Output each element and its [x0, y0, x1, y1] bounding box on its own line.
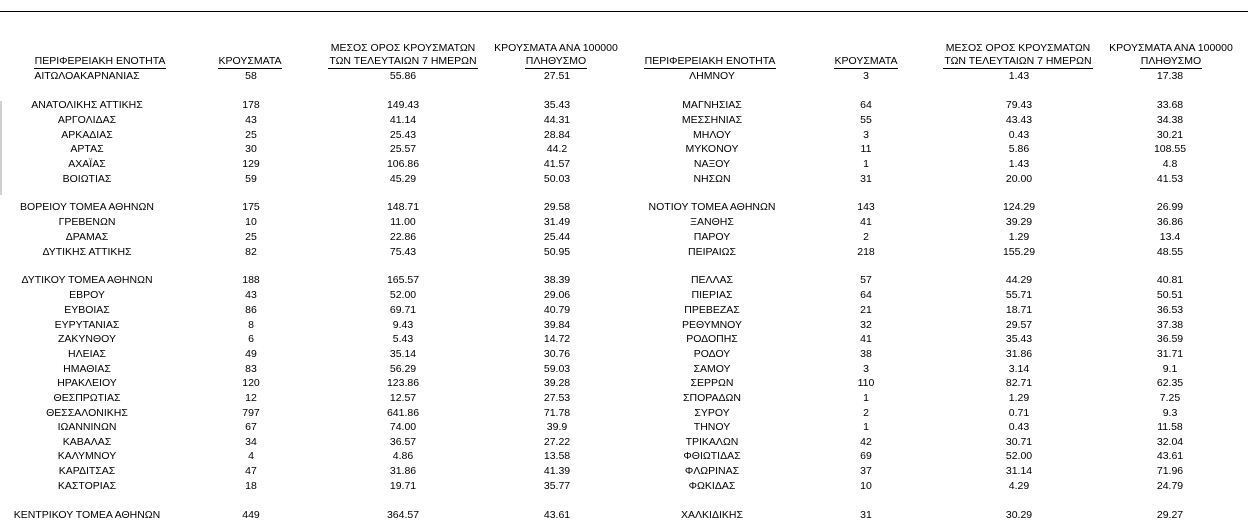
table-cell-left-per100k: 39.9 [546, 421, 568, 433]
table-cell-left-region: ΒΟΙΩΤΙΑΣ [62, 173, 112, 185]
table-cell-left-cases: 449 [242, 509, 260, 521]
table-cell-left-cases: 43 [245, 289, 257, 301]
table-cell-right-region: ΠΕΛΛΑΣ [690, 274, 734, 286]
table-cell-left-per100k: 44.2 [546, 143, 568, 155]
table-cell-left-region: ΑΝΑΤΟΛΙΚΗΣ ΑΤΤΙΚΗΣ [31, 99, 143, 111]
table-cell-left-avg7: 165.57 [386, 274, 420, 286]
table-cell-left-cases: 30 [245, 143, 257, 155]
table-cell-left-avg7: 52.00 [389, 289, 417, 301]
table-cell-right-cases: 31 [860, 173, 872, 185]
table-cell-right-region: ΠΙΕΡΙΑΣ [691, 289, 733, 301]
table-cell-left-region: ΑΡΚΑΔΙΑΣ [61, 129, 113, 141]
table-cell-left-avg7: 56.29 [389, 363, 417, 375]
table-cell-left-per100k: 27.22 [543, 436, 571, 448]
table-cell-left-per100k: 39.84 [543, 319, 571, 331]
table-cell-right-region: ΠΡΕΒΕΖΑΣ [684, 304, 740, 316]
table-cell-right-region: ΣΑΜΟΥ [693, 363, 731, 375]
table-cell-right-cases: 41 [860, 216, 872, 228]
table-cell-right-cases: 3 [863, 70, 869, 82]
table-cell-left-per100k: 50.03 [543, 173, 571, 185]
table-cell-left-cases: 67 [245, 421, 257, 433]
table-cell-right-avg7: 18.71 [1005, 304, 1033, 316]
table-cell-left-per100k: 50.95 [543, 246, 571, 258]
table-cell-right-per100k: 4.8 [1162, 158, 1178, 170]
table-cell-left-avg7: 106.86 [386, 158, 420, 170]
table-cell-right-per100k: 36.53 [1156, 304, 1184, 316]
table-cell-left-region: ΘΕΣΣΑΛΟΝΙΚΗΣ [46, 407, 128, 419]
table-cell-left-region: ΗΡΑΚΛΕΙΟΥ [57, 377, 117, 389]
table-cell-left-cases: 10 [245, 216, 257, 228]
table-cell-right-avg7: 1.29 [1008, 231, 1030, 243]
table-cell-right-cases: 2 [863, 231, 869, 243]
table-cell-right-avg7: 124.29 [1002, 201, 1036, 213]
table-cell-left-per100k: 40.79 [543, 304, 571, 316]
table-cell-left-cases: 82 [245, 246, 257, 258]
table-cell-left-avg7: 12.57 [389, 392, 417, 404]
table-cell-right-avg7: 39.29 [1005, 216, 1033, 228]
table-cell-right-avg7: 52.00 [1005, 450, 1033, 462]
table-cell-left-avg7: 149.43 [386, 99, 420, 111]
table-cell-right-per100k: 34.38 [1156, 114, 1184, 126]
table-cell-left-cases: 43 [245, 114, 257, 126]
table-cell-left-avg7: 4.86 [392, 450, 414, 462]
table-cell-right-cases: 143 [857, 201, 875, 213]
table-cell-right-cases: 3 [863, 129, 869, 141]
table-cell-left-avg7: 148.71 [386, 201, 420, 213]
table-cell-right-region: ΛΗΜΝΟΥ [689, 70, 735, 82]
table-cell-left-region: ΕΥΡΥΤΑΝΙΑΣ [54, 319, 120, 331]
table-cell-right-per100k: 31.71 [1156, 348, 1184, 360]
header-region-right [620, 41, 800, 69]
table-cell-left-per100k: 14.72 [543, 333, 571, 345]
table-cell-left-per100k: 41.39 [543, 465, 571, 477]
table-cell-left-per100k: 41.57 [543, 158, 571, 170]
table-cell-left-avg7: 641.86 [386, 407, 420, 419]
table-cell-right-per100k: 7.25 [1159, 392, 1181, 404]
table-cell-right-per100k: 9.3 [1162, 407, 1178, 419]
table-cell-right-cases: 110 [857, 377, 875, 389]
table-cell-left-region: ΑΡΓΟΛΙΔΑΣ [57, 114, 117, 126]
table-cell-left-per100k: 29.58 [543, 201, 571, 213]
table-cell-right-cases: 1 [863, 392, 869, 404]
table-cell-left-region: ΑΧΑΪΑΣ [68, 158, 106, 170]
table-cell-right-per100k: 40.81 [1156, 274, 1184, 286]
table-cell-left-cases: 86 [245, 304, 257, 316]
table-cell-right-per100k: 43.61 [1156, 450, 1184, 462]
table-cell-right-avg7: 1.43 [1008, 158, 1030, 170]
table-cell-left-cases: 175 [242, 201, 260, 213]
table-cell-right-per100k: 30.21 [1156, 129, 1184, 141]
table-cell-right-avg7: 31.86 [1005, 348, 1033, 360]
header-region-right-text: ΠΕΡΙΦΕΡΕΙΑΚΗ ΕΝΟΤΗΤΑ [644, 55, 776, 67]
table-cell-right-per100k: 36.86 [1156, 216, 1184, 228]
table-cell-left-per100k: 71.78 [543, 407, 571, 419]
table-cell-right-cases: 31 [860, 509, 872, 521]
table-cell-left-cases: 58 [245, 70, 257, 82]
table-cell-right-avg7: 79.43 [1005, 99, 1033, 111]
table-cell-right-avg7: 30.71 [1005, 436, 1033, 448]
table-cell-left-cases: 34 [245, 436, 257, 448]
table-cell-right-cases: 69 [860, 450, 872, 462]
table-cell-right-region: ΠΕΙΡΑΙΩΣ [688, 246, 736, 258]
table-cell-right-region: ΦΛΩΡΙΝΑΣ [684, 465, 740, 477]
table-cell-left-avg7: 123.86 [386, 377, 420, 389]
table-cell-right-cases: 10 [860, 480, 872, 492]
table-cell-right-region: ΝΑΞΟΥ [693, 158, 731, 170]
table-cell-right-per100k: 62.35 [1156, 377, 1184, 389]
table-cell-right-per100k: 33.68 [1156, 99, 1184, 111]
table-cell-left-region: ΙΩΑΝΝΙΝΩΝ [57, 421, 117, 433]
table-cell-right-cases: 64 [860, 99, 872, 111]
table-cell-right-per100k: 13.4 [1159, 231, 1181, 243]
table-cell-left-per100k: 59.03 [543, 363, 571, 375]
table-cell-right-cases: 2 [863, 407, 869, 419]
table-cell-right-avg7: 29.57 [1005, 319, 1033, 331]
table-cell-left-region: ΒΟΡΕΙΟΥ ΤΟΜΕΑ ΑΘΗΝΩΝ [20, 201, 154, 213]
table-cell-right-region: ΤΡΙΚΑΛΩΝ [685, 436, 739, 448]
table-cell-right-cases: 1 [863, 158, 869, 170]
table-cell-right-region: ΜΥΚΟΝΟΥ [685, 143, 739, 155]
table-cell-left-region: ΕΥΒΟΙΑΣ [64, 304, 110, 316]
table-cell-right-per100k: 50.51 [1156, 289, 1184, 301]
table-cell-right-region: ΣΠΟΡΑΔΩΝ [683, 392, 741, 404]
table-cell-right-per100k: 24.79 [1156, 480, 1184, 492]
table-cell-left-avg7: 69.71 [389, 304, 417, 316]
table-cell-left-cases: 12 [245, 392, 257, 404]
table-cell-left-cases: 4 [248, 450, 254, 462]
table-cell-right-avg7: 155.29 [1002, 246, 1036, 258]
table-cell-left-avg7: 36.57 [389, 436, 417, 448]
table-cell-left-region: ΔΥΤΙΚΟΥ ΤΟΜΕΑ ΑΘΗΝΩΝ [21, 274, 153, 286]
header-per100k-left-line1: ΚΡΟΥΣΜΑΤΑ ΑΝΑ 100000 [494, 42, 618, 54]
top-rule [0, 11, 1248, 12]
table-cell-left-avg7: 41.14 [389, 114, 417, 126]
table-cell-left-region: ΑΡΤΑΣ [70, 143, 104, 155]
table-cell-right-cases: 37 [860, 465, 872, 477]
table-cell-right-avg7: 31.14 [1005, 465, 1033, 477]
table-cell-right-cases: 55 [860, 114, 872, 126]
table-cell-left-cases: 8 [248, 319, 254, 331]
table-cell-left-cases: 178 [242, 99, 260, 111]
table-cell-left-avg7: 22.86 [389, 231, 417, 243]
table-cell-left-per100k: 35.43 [543, 99, 571, 111]
table-cell-right-cases: 57 [860, 274, 872, 286]
table-cell-right-region: ΞΑΝΘΗΣ [690, 216, 734, 228]
table-cell-right-cases: 41 [860, 333, 872, 345]
table-cell-right-cases: 32 [860, 319, 872, 331]
table-cell-left-avg7: 364.57 [386, 509, 420, 521]
table-cell-left-avg7: 55.86 [389, 70, 417, 82]
table-cell-right-per100k: 26.99 [1156, 201, 1184, 213]
table-cell-right-avg7: 1.29 [1008, 392, 1030, 404]
table-cell-left-cases: 188 [242, 274, 260, 286]
table-cell-right-cases: 64 [860, 289, 872, 301]
table-cell-left-region: ΘΕΣΠΡΩΤΙΑΣ [53, 392, 121, 404]
table-cell-left-cases: 47 [245, 465, 257, 477]
table-cell-right-cases: 21 [860, 304, 872, 316]
table-cell-right-region: ΡΕΘΥΜΝΟΥ [681, 319, 742, 331]
table-cell-left-region: ΔΥΤΙΚΗΣ ΑΤΤΙΚΗΣ [42, 246, 132, 258]
header-per100k-right [1096, 41, 1246, 69]
header-region-left [10, 41, 190, 69]
table-cell-right-avg7: 4.29 [1008, 480, 1030, 492]
table-cell-left-avg7: 75.43 [389, 246, 417, 258]
table-cell-right-region: ΝΗΣΩΝ [693, 173, 731, 185]
table-cell-right-cases: 1 [863, 421, 869, 433]
table-cell-right-avg7: 44.29 [1005, 274, 1033, 286]
table-cell-right-avg7: 35.43 [1005, 333, 1033, 345]
table-cell-left-cases: 59 [245, 173, 257, 185]
table-cell-left-per100k: 35.77 [543, 480, 571, 492]
header-per100k-right-line2: ΠΛΗΘΥΣΜΟ [1140, 55, 1202, 67]
table-cell-right-region: ΦΩΚΙΔΑΣ [688, 480, 736, 492]
table-cell-left-avg7: 25.57 [389, 143, 417, 155]
table-cell-left-avg7: 9.43 [392, 319, 414, 331]
table-cell-left-per100k: 38.39 [543, 274, 571, 286]
table-cell-left-cases: 49 [245, 348, 257, 360]
table-cell-left-per100k: 44.31 [543, 114, 571, 126]
table-cell-right-per100k: 29.27 [1156, 509, 1184, 521]
table-cell-left-region: ΔΡΑΜΑΣ [65, 231, 109, 243]
table-cell-left-avg7: 11.00 [390, 216, 416, 228]
table-cell-right-region: ΜΑΓΝΗΣΙΑΣ [682, 99, 742, 111]
table-cell-right-cases: 3 [863, 363, 869, 375]
table-cell-right-per100k: 9.1 [1162, 363, 1178, 375]
table-cell-left-avg7: 5.43 [392, 333, 414, 345]
table-cell-right-region: ΣΥΡΟΥ [694, 407, 730, 419]
table-cell-right-region: ΣΕΡΡΩΝ [690, 377, 734, 389]
table-cell-right-per100k: 37.38 [1156, 319, 1184, 331]
table-cell-left-cases: 129 [242, 158, 260, 170]
table-cell-left-per100k: 29.06 [543, 289, 571, 301]
table-cell-right-avg7: 20.00 [1005, 173, 1033, 185]
table-cell-right-region: ΜΗΛΟΥ [693, 129, 731, 141]
table-cell-right-avg7: 82.71 [1005, 377, 1033, 389]
table-cell-right-cases: 218 [857, 246, 875, 258]
table-cell-left-cases: 25 [245, 129, 257, 141]
table-cell-right-per100k: 108.55 [1153, 143, 1187, 155]
table-cell-left-region: ΕΒΡΟΥ [69, 289, 105, 301]
table-cell-right-avg7: 55.71 [1005, 289, 1033, 301]
header-cases-right [816, 41, 916, 69]
table-cell-left-avg7: 19.71 [389, 480, 417, 492]
table-cell-right-per100k: 48.55 [1156, 246, 1184, 258]
table-cell-left-avg7: 25.43 [389, 129, 417, 141]
table-cell-left-region: ΚΑΒΑΛΑΣ [62, 436, 112, 448]
table-cell-right-avg7: 1.43 [1008, 70, 1030, 82]
table-cell-right-region: ΦΘΙΩΤΙΔΑΣ [683, 450, 741, 462]
table-cell-right-cases: 38 [860, 348, 872, 360]
table-cell-left-per100k: 25.44 [543, 231, 571, 243]
table-cell-right-per100k: 36.59 [1156, 333, 1184, 345]
header-region-left-text: ΠΕΡΙΦΕΡΕΙΑΚΗ ΕΝΟΤΗΤΑ [34, 55, 166, 67]
header-avg7-left-line2: ΤΩΝ ΤΕΛΕΥΤΑΙΩΝ 7 ΗΜΕΡΩΝ [329, 55, 477, 67]
table-cell-left-cases: 6 [248, 333, 254, 345]
header-avg7-right-line1: ΜΕΣΟΣ ΟΡΟΣ ΚΡΟΥΣΜΑΤΩΝ [945, 42, 1091, 54]
table-cell-left-cases: 25 [245, 231, 257, 243]
table-cell-left-per100k: 13.58 [543, 450, 571, 462]
table-cell-right-avg7: 0.71 [1008, 407, 1030, 419]
table-cell-left-region: ΚΑΡΔΙΤΣΑΣ [58, 465, 116, 477]
table-cell-left-per100k: 28.84 [543, 129, 571, 141]
table-cell-left-avg7: 35.14 [389, 348, 417, 360]
table-cell-right-per100k: 32.04 [1156, 436, 1184, 448]
table-cell-left-per100k: 43.61 [543, 509, 571, 521]
header-avg7-left-line1: ΜΕΣΟΣ ΟΡΟΣ ΚΡΟΥΣΜΑΤΩΝ [330, 42, 476, 54]
header-avg7-right-line2: ΤΩΝ ΤΕΛΕΥΤΑΙΩΝ 7 ΗΜΕΡΩΝ [944, 55, 1092, 67]
table-cell-right-region: ΝΟΤΙΟΥ ΤΟΜΕΑ ΑΘΗΝΩΝ [648, 201, 776, 213]
table-cell-right-avg7: 0.43 [1008, 421, 1030, 433]
table-cell-left-per100k: 39.28 [543, 377, 571, 389]
table-cell-left-region: ΚΑΛΥΜΝΟΥ [57, 450, 117, 462]
table-cell-left-cases: 18 [245, 480, 257, 492]
table-cell-right-avg7: 3.14 [1008, 363, 1030, 375]
table-cell-left-region: ΓΡΕΒΕΝΩΝ [58, 216, 116, 228]
table-cell-right-cases: 42 [860, 436, 872, 448]
table-cell-right-avg7: 30.29 [1005, 509, 1033, 521]
table-cell-left-region: ΑΙΤΩΛΟΑΚΑΡΝΑΝΙΑΣ [34, 70, 140, 82]
table-cell-left-per100k: 30.76 [543, 348, 571, 360]
header-cases-left [200, 41, 300, 69]
table-cell-left-region: ΗΜΑΘΙΑΣ [63, 363, 111, 375]
table-cell-right-avg7: 43.43 [1005, 114, 1033, 126]
header-avg7-left [323, 41, 483, 69]
table-cell-right-region: ΤΗΝΟΥ [693, 421, 731, 433]
header-cases-left-text: ΚΡΟΥΣΜΑΤΑ [218, 55, 282, 67]
table-cell-left-avg7: 74.00 [389, 421, 417, 433]
table-cell-left-per100k: 27.53 [543, 392, 571, 404]
table-cell-right-region: ΜΕΣΣΗΝΙΑΣ [681, 114, 743, 126]
table-cell-left-cases: 120 [242, 377, 260, 389]
table-cell-right-region: ΡΟΔΟΥ [693, 348, 731, 360]
table-cell-right-cases: 11 [860, 143, 872, 155]
header-per100k-left [481, 41, 631, 69]
table-cell-left-avg7: 45.29 [389, 173, 417, 185]
table-cell-right-region: ΧΑΛΚΙΔΙΚΗΣ [681, 509, 743, 521]
table-cell-right-region: ΠΑΡΟΥ [693, 231, 731, 243]
table-cell-left-cases: 797 [242, 407, 260, 419]
table-cell-left-region: ΖΑΚΥΝΘΟΥ [57, 333, 116, 345]
table-cell-left-region: ΚΑΣΤΟΡΙΑΣ [57, 480, 117, 492]
table-cell-right-per100k: 71.96 [1156, 465, 1184, 477]
header-cases-right-text: ΚΡΟΥΣΜΑΤΑ [834, 55, 898, 67]
table-cell-right-per100k: 41.53 [1156, 173, 1184, 185]
table-cell-right-avg7: 0.43 [1008, 129, 1030, 141]
table-cell-left-cases: 83 [245, 363, 257, 375]
header-per100k-left-line2: ΠΛΗΘΥΣΜΟ [525, 55, 587, 67]
header-avg7-right [938, 41, 1098, 69]
table-cell-right-per100k: 11.58 [1157, 421, 1183, 433]
table-cell-right-per100k: 17.38 [1156, 70, 1184, 82]
table-cell-left-region: ΗΛΕΙΑΣ [67, 348, 106, 360]
table-cell-left-region: ΚΕΝΤΡΙΚΟΥ ΤΟΜΕΑ ΑΘΗΝΩΝ [13, 509, 161, 521]
table-cell-right-avg7: 5.86 [1008, 143, 1030, 155]
table-cell-left-avg7: 31.86 [389, 465, 417, 477]
table-cell-right-region: ΡΟΔΟΠΗΣ [686, 333, 738, 345]
table-cell-left-per100k: 31.49 [543, 216, 571, 228]
table-cell-left-per100k: 27.51 [543, 70, 571, 82]
header-per100k-right-line1: ΚΡΟΥΣΜΑΤΑ ΑΝΑ 100000 [1109, 42, 1233, 54]
